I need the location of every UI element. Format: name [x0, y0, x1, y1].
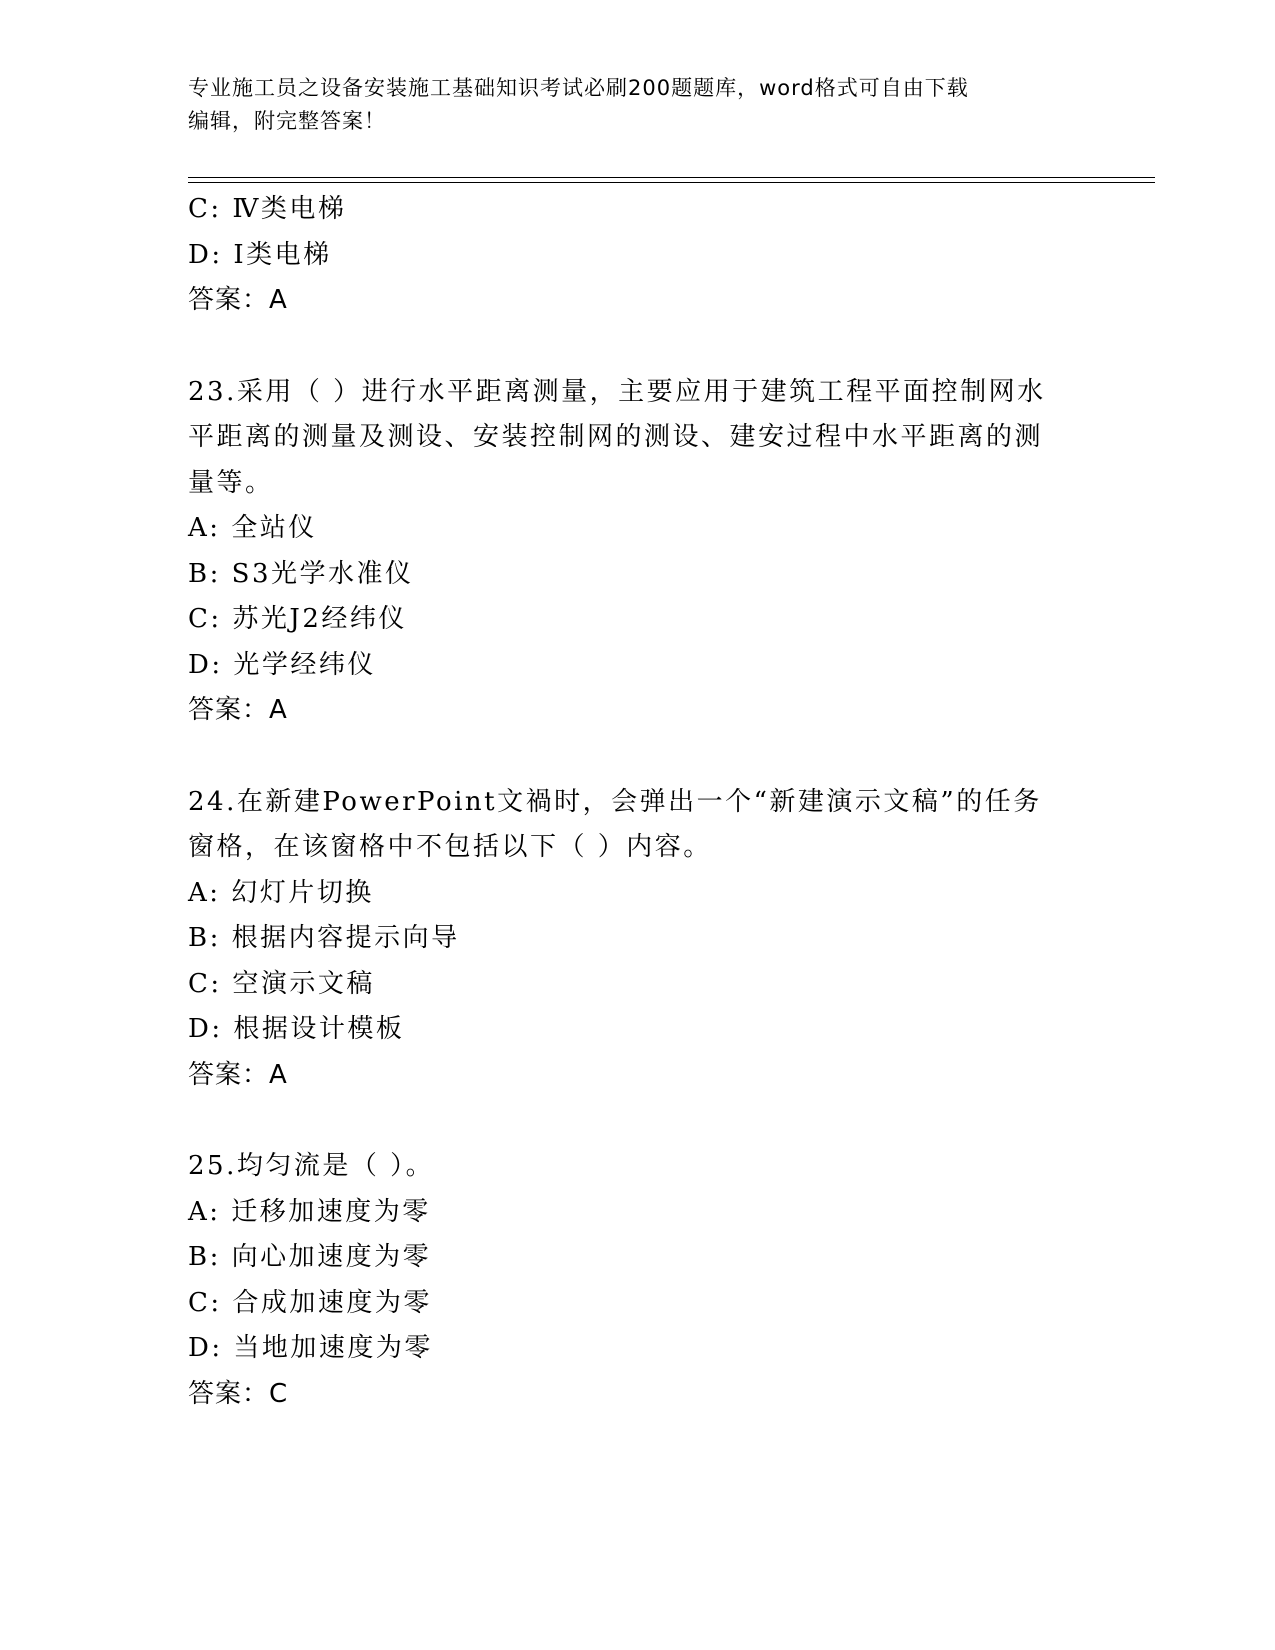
question-23: [188, 370, 1108, 734]
answer-line: 答案：A: [188, 1059, 288, 1090]
option-d: D: 当地加速度为零: [188, 1333, 433, 1363]
answer-line: 答案：A: [188, 285, 288, 315]
option-c: C: 合成加速度为零: [188, 1287, 432, 1318]
question-text-line: 23.采用（ ）进行水平距离测量，主要应用于建筑工程平面控制网水: [188, 376, 1046, 407]
header-rule-bottom: [188, 182, 1155, 183]
option-a: A: 全站仪: [188, 513, 317, 543]
header-line-2: 编辑，附完整答案！: [188, 109, 386, 133]
document-header: [188, 72, 1088, 138]
header-line-1: 专业施工员之设备安装施工基础知识考试必刷200题题库，word格式可自由下载: [188, 76, 969, 100]
option-c: C: Ⅳ类电梯: [188, 194, 347, 224]
option-d: D: Ⅰ类电梯: [188, 239, 332, 270]
option-b: B: 向心加速度为零: [188, 1242, 432, 1272]
option-a: A: 幻灯片切换: [188, 877, 374, 908]
spacer: [188, 324, 1108, 370]
answer-line: 答案：A: [188, 695, 288, 725]
option-c: C: 苏光J2经纬仪: [188, 604, 407, 634]
document-body: [188, 187, 1108, 1417]
question-text-line: 量等。: [188, 467, 274, 498]
partial-question: [188, 187, 1108, 324]
header-rule-top: [188, 177, 1155, 178]
option-b: B: 根据内容提示向导: [188, 923, 460, 953]
question-text-line: 平距离的测量及测设、安装控制网的测设、建安过程中水平距离的测: [188, 422, 1044, 452]
question-24: [188, 780, 1108, 1099]
question-text-line: 25.均匀流是（ ）。: [188, 1151, 435, 1181]
question-25: [188, 1144, 1108, 1417]
spacer: [188, 1098, 1108, 1144]
option-b: B: S3光学水准仪: [188, 558, 414, 589]
option-c: C: 空演示文稿: [188, 968, 375, 999]
question-text-line: 24.在新建PowerPoint文禍时，会弹出一个“新建演示文稿”的任务: [188, 786, 1042, 817]
spacer: [188, 734, 1108, 780]
question-text-line: 窗格，在该窗格中不包括以下（ ）内容。: [188, 832, 712, 862]
option-d: D: 根据设计模板: [188, 1014, 405, 1044]
option-d: D: 光学经纬仪: [188, 649, 376, 680]
answer-line: 答案：C: [188, 1378, 289, 1409]
option-a: A: 迁移加速度为零: [188, 1196, 431, 1227]
